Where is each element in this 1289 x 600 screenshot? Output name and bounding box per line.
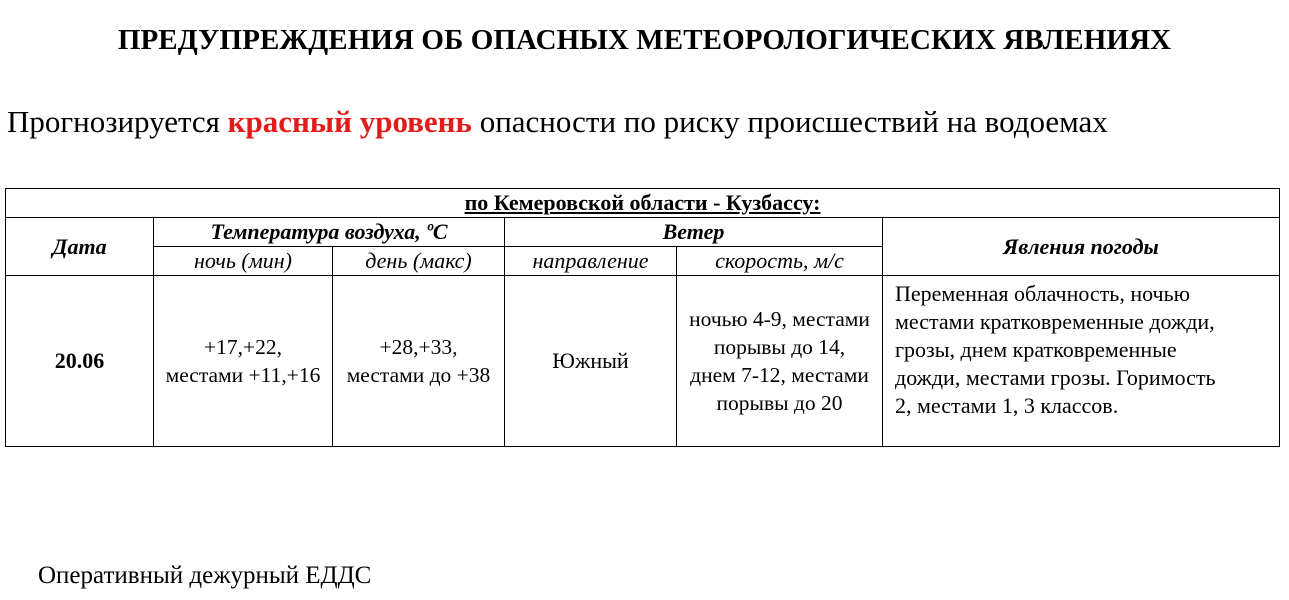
phenomena-cell <box>883 276 1280 447</box>
wind-speed-line: днем 7-12, местами <box>690 363 869 387</box>
phenomena-column-header: Явления погоды <box>883 218 1280 276</box>
wind-direction-cell: Южный <box>505 276 677 447</box>
forecast-statement <box>7 104 1108 140</box>
night-min-header: ночь (мин) <box>154 247 333 276</box>
danger-level: красный уровень <box>227 104 472 139</box>
date-column-header: Дата <box>6 218 154 276</box>
phenomena-line: грозы, днем кратковременные <box>895 337 1177 362</box>
wind-speed-line: порывы до 14, <box>713 335 846 359</box>
phenomena-line: дожди, местами грозы. Горимость <box>895 365 1216 390</box>
day-temp-line: +28,+33, <box>379 335 458 359</box>
day-temp-line: местами до +38 <box>346 363 491 387</box>
wind-column-header: Ветер <box>505 218 883 247</box>
wind-speed-line: порывы до 20 <box>716 391 843 415</box>
day-temperature-cell <box>333 276 505 447</box>
phenomena-line: 2, местами 1, 3 классов. <box>895 393 1119 418</box>
phenomena-line: Переменная облачность, ночью <box>895 281 1191 306</box>
header-row-main <box>6 218 1280 247</box>
date-cell: 20.06 <box>6 276 154 447</box>
wind-speed-line: ночью 4-9, местами <box>689 307 870 331</box>
wind-speed-cell <box>677 276 883 447</box>
forecast-prefix: Прогнозируется <box>7 104 228 139</box>
weather-table <box>5 188 1280 447</box>
wind-speed-header: скорость, м/с <box>677 247 883 276</box>
wind-direction-header: направление <box>505 247 677 276</box>
temperature-column-header: Температура воздуха, ºС <box>154 218 505 247</box>
footer-signature: Оперативный дежурный ЕДДС <box>38 562 372 589</box>
night-temp-line: +17,+22, <box>203 335 282 359</box>
phenomena-line: местами кратковременные дожди, <box>895 309 1215 334</box>
table-row <box>6 276 1280 447</box>
region-header: по Кемеровской области - Кузбассу: <box>6 189 1280 218</box>
night-temp-line: местами +11,+16 <box>165 363 321 387</box>
region-row <box>6 189 1280 218</box>
day-max-header: день (макс) <box>333 247 505 276</box>
page-title: ПРЕДУПРЕЖДЕНИЯ ОБ ОПАСНЫХ МЕТЕОРОЛОГИЧЕСКИХ ЯВЛЕНИЯХ <box>117 24 1172 56</box>
forecast-suffix: опасности по риску происшествий на водоемах <box>471 104 1108 139</box>
night-temperature-cell <box>154 276 333 447</box>
